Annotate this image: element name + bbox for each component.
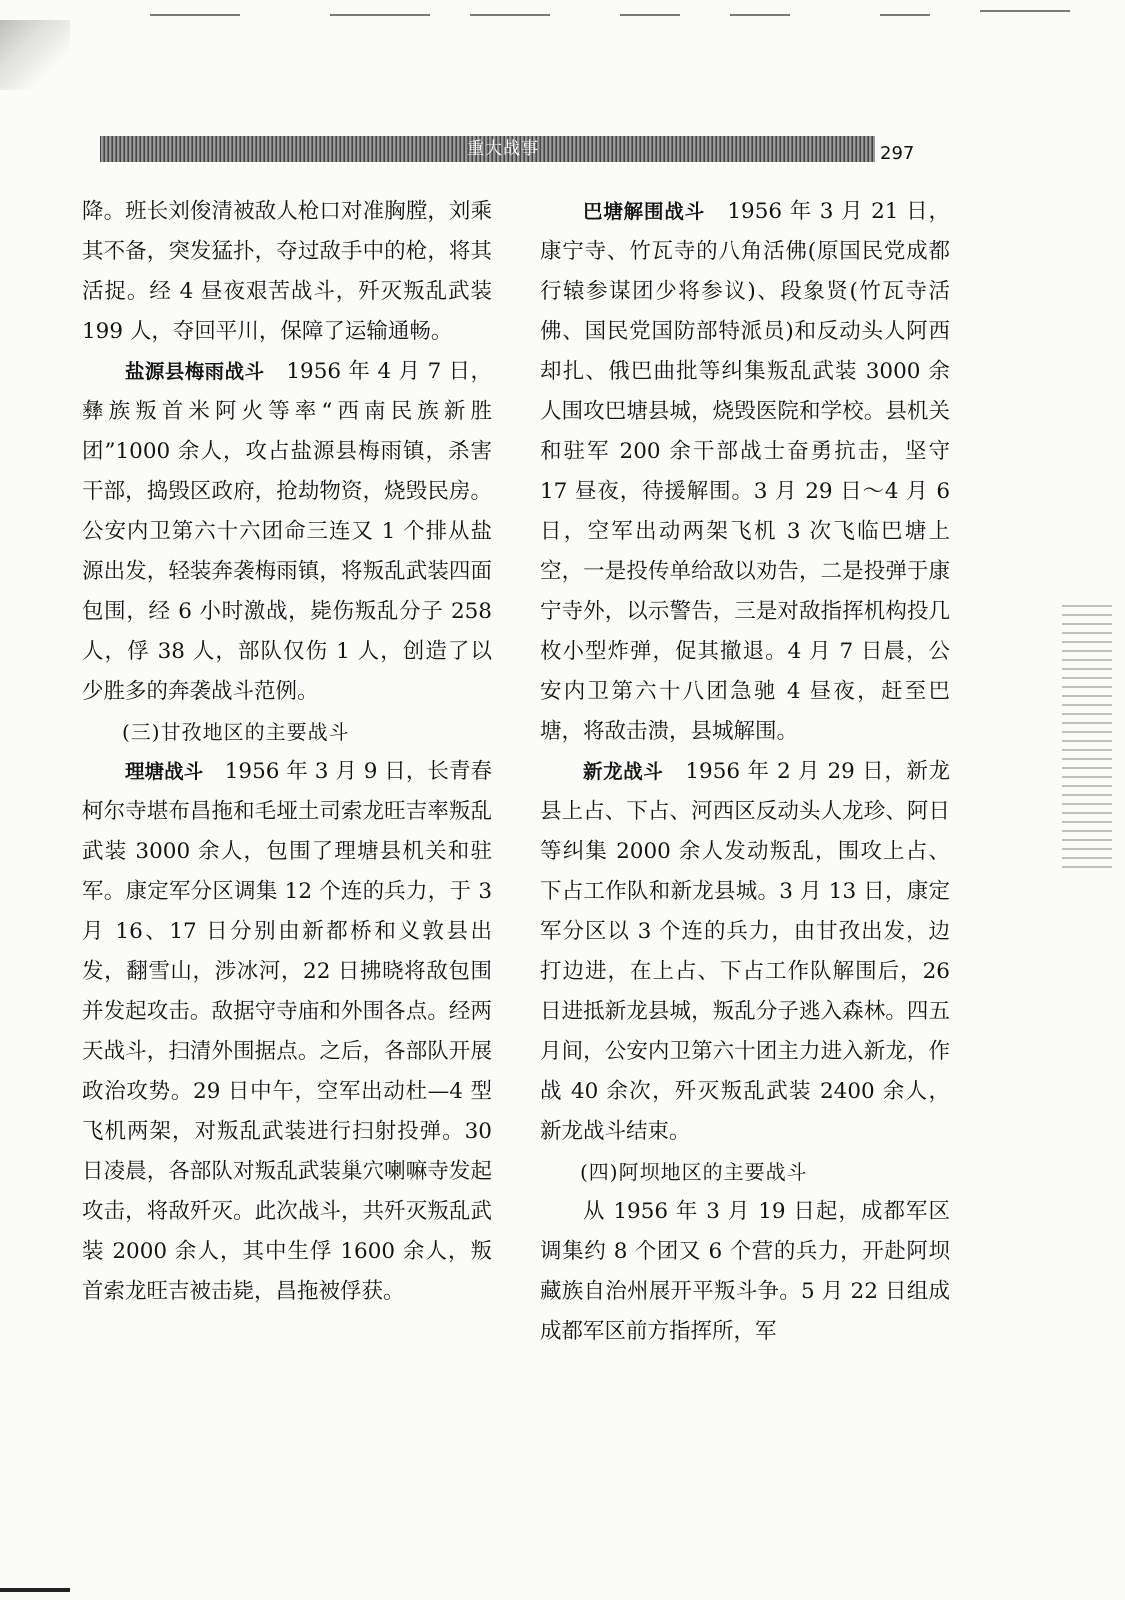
section-title: (三)甘孜地区的主要战斗 <box>122 720 350 744</box>
scan-line <box>730 14 790 16</box>
battle-heading: 盐源县梅雨战斗 <box>125 360 265 383</box>
scan-mark <box>0 1588 70 1592</box>
battle-heading: 新龙战斗 <box>583 760 664 783</box>
scan-line <box>330 14 430 16</box>
page-number: 297 <box>880 143 915 164</box>
scan-noise <box>1062 605 1112 875</box>
left-column <box>82 192 492 1312</box>
scan-shadow <box>0 20 70 90</box>
paragraph-body: 1956 年 3 月 21 日，康宁寺、竹瓦寺的八角活佛(原国民党成都行辕参谋团少将参议)、段象贤(竹瓦寺活佛、国民党国防部特派员)和反动头人阿西却扎、俄巴曲批等纠集叛乱武装 3000 余人围攻巴塘县城，烧毁医院和学校。县机关和驻军 200 余干部战士奋勇抗击，坚守 17 昼夜，待援解围。3 月 29 日～4 月 6 日，空军出动两架飞机 3 次飞临巴塘上空，一是投传单给敌以劝告，二是投弹于康宁寺外，以示警告，三是对敌指挥机构投几枚小型炸弹，促其撤退。4 月 7 日晨，公安内卫第六十八团急驰 4 昼夜，赶至巴塘，将敌击溃，县城解围。 <box>540 199 950 744</box>
paragraph <box>82 352 492 712</box>
battle-heading: 巴塘解围战斗 <box>583 200 706 223</box>
paragraph <box>540 752 950 1152</box>
paragraph <box>540 192 950 752</box>
paragraph: 从 1956 年 3 月 19 日起，成都军区调集约 8 个团又 6 个营的兵力，开赴阿坝藏族自治州展开平叛斗争。5 月 22 日组成成都军区前方指挥所，军 <box>540 1199 950 1344</box>
scan-line <box>880 14 930 16</box>
right-column <box>540 192 950 1352</box>
battle-heading: 理塘战斗 <box>125 760 204 783</box>
scan-line <box>620 14 680 16</box>
paragraph <box>82 752 492 1312</box>
paragraph-body: 1956 年 2 月 29 日，新龙县上占、下占、河西区反动头人龙珍、阿日等纠集 2000 余人发动叛乱，围攻上占、下占工作队和新龙县城。3 月 13 日，康定军分区以 3 个连的兵力，由甘孜出发，边打边进，在上占、下占工作队解围后，26 日进抵新龙县城，叛乱分子逃入森林。四五月间，公安内卫第六十团主力进入新龙，作战 40 余次，歼灭叛乱武装 2400 余人，新龙战斗结束。 <box>540 759 950 1144</box>
paragraph-body: 1956 年 3 月 9 日，长青春柯尔寺堪布昌拖和毛垭土司索龙旺吉率叛乱武装 3000 余人，包围了理塘县机关和驻军。康定军分区调集 12 个连的兵力，于 3 月 16、17 日分别由新都桥和义敦县出发，翻雪山，涉冰河，22 日拂晓将敌包围并发起攻击。敌据守寺庙和外围各点。经两天战斗，扫清外围据点。之后，各部队开展政治攻势。29 日中午，空军出动杜—4 型飞机两架，对叛乱武装进行扫射投弹。30 日凌晨，各部队对叛乱武装巢穴喇嘛寺发起攻击，将敌歼灭。此次战斗，共歼灭叛乱武装 2000 余人，其中生俘 1600 余人，叛首索龙旺吉被击毙，昌拖被俘获。 <box>82 759 492 1304</box>
paragraph-body: 1956 年 4 月 7 日，彝族叛首米阿火等率“西南民族新胜团”1000 余人，攻占盐源县梅雨镇，杀害干部，捣毁区政府，抢劫物资，烧毁民房。公安内卫第六十六团命三连又 1 个排从盐源出发，轻装奔袭梅雨镇，将叛乱武装四面包围，经 6 小时激战，毙伤叛乱分子 258 人，俘 38 人，部队仅伤 1 人，创造了以少胜多的奔袭战斗范例。 <box>82 359 492 704</box>
scan-line <box>980 10 1070 12</box>
paragraph: 降。班长刘俊清被敌人枪口对准胸膛，刘乘其不备，突发猛扑，夺过敌手中的枪，将其活捉。经 4 昼夜艰苦战斗，歼灭叛乱武装 199 人，夺回平川，保障了运输通畅。 <box>82 199 492 344</box>
scan-line <box>470 14 550 16</box>
scan-line <box>150 14 240 16</box>
running-header-title: 重大战事 <box>467 139 539 159</box>
section-title: (四)阿坝地区的主要战斗 <box>580 1160 808 1184</box>
